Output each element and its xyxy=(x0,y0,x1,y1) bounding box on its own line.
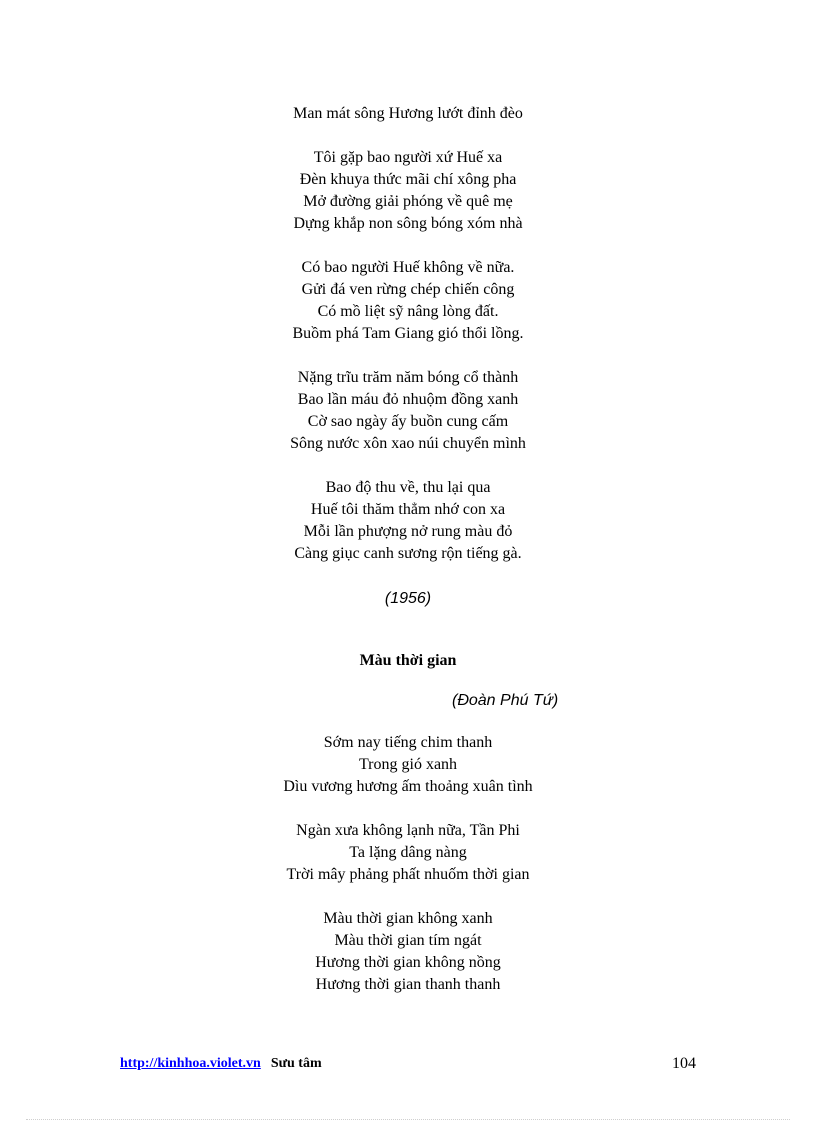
poem-line: Màu thời gian không xanh xyxy=(323,910,493,927)
poem-line: Tôi gặp bao người xứ Huế xa xyxy=(313,149,503,166)
poem-line: Hương thời gian thanh thanh xyxy=(315,976,501,993)
poem-line: Gửi đá ven rừng chép chiến công xyxy=(301,281,515,298)
poem-line: Cờ sao ngày ấy buồn cung cấm xyxy=(307,413,509,430)
poem-line: Huế tôi thăm thẳm nhớ con xa xyxy=(310,501,506,518)
poem-line: Có mồ liệt sỹ nâng lòng đất. xyxy=(317,303,499,320)
poem-line: Có bao người Huế không về nữa. xyxy=(301,259,515,276)
poem-line: Mỗi lần phượng nở rung màu đỏ xyxy=(303,523,513,540)
poem-line: Ngàn xưa không lạnh nữa, Tần Phi xyxy=(296,822,520,839)
poem-line: Trời mây phảng phất nhuốm thời gian xyxy=(286,866,530,883)
poem-line: Sớm nay tiếng chim thanh xyxy=(323,734,493,751)
page-number: 104 xyxy=(672,1055,696,1072)
poem-author: (Đoàn Phú Tứ) xyxy=(452,692,559,709)
poem-line: Bao độ thu về, thu lại qua xyxy=(325,479,491,496)
poem-line: Mở đường giải phóng về quê mẹ xyxy=(303,193,513,210)
page-footer xyxy=(120,1053,696,1075)
footer-credit: Sưu tâm xyxy=(270,1056,322,1071)
poem-line: Hương thời gian không nồng xyxy=(315,954,501,971)
poem-line: Đèn khuya thức mãi chí xông pha xyxy=(299,171,517,188)
poem-line: Sông nước xôn xao núi chuyển mình xyxy=(290,435,526,452)
poem-line: Càng giục canh sương rộn tiếng gà. xyxy=(294,545,522,562)
poem-line: Màu thời gian tím ngát xyxy=(334,932,482,949)
poem-line: Trong gió xanh xyxy=(358,756,458,773)
poem-line: Dìu vương hương ấm thoảng xuân tình xyxy=(283,778,533,795)
footer-link[interactable]: http://kinhhoa.violet.vn xyxy=(120,1056,261,1071)
poem-line: Buồm phá Tam Giang gió thổi lồng. xyxy=(292,325,524,342)
poem-line: Bao lần máu đỏ nhuộm đồng xanh xyxy=(297,391,519,408)
poem-line: Man mát sông Hương lướt đỉnh đèo xyxy=(293,105,523,122)
poem-line: Nặng trĩu trăm năm bóng cổ thành xyxy=(297,369,519,386)
poem-line: Dựng khắp non sông bóng xóm nhà xyxy=(293,215,523,232)
poem-line: Ta lặng dâng nàng xyxy=(349,844,467,861)
poem-title: Màu thời gian xyxy=(359,652,457,669)
bottom-divider xyxy=(26,1119,790,1120)
poem-year: (1956) xyxy=(384,590,432,607)
